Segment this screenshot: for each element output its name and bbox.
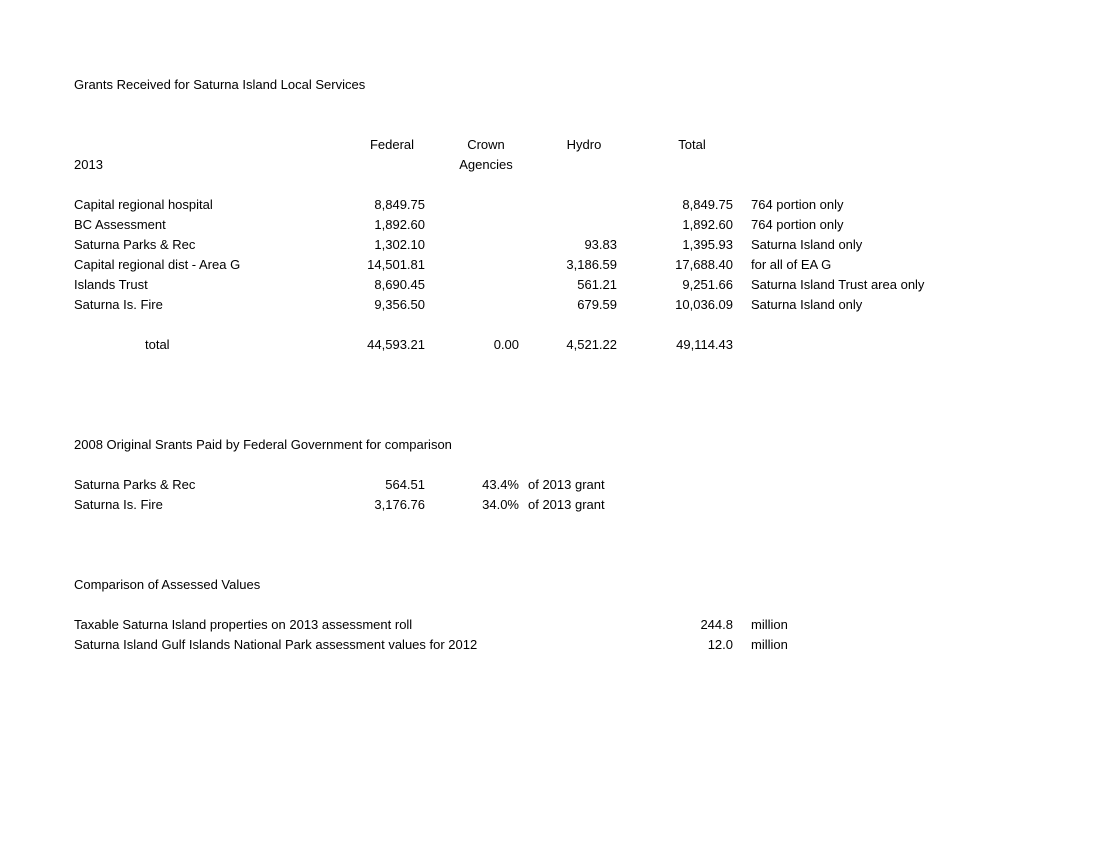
grant-row-federal: 8,849.75: [374, 197, 425, 212]
header-total: Total: [678, 137, 706, 152]
grant-row-total: 1,892.60: [682, 217, 733, 232]
grant-row-federal: 8,690.45: [374, 277, 425, 292]
totals-hydro: 4,521.22: [566, 337, 617, 352]
assessed-row-value: 12.0: [707, 637, 733, 652]
grants-title: Grants Received for Saturna Island Local Services: [74, 77, 366, 92]
grant-row-note: 764 portion only: [751, 217, 844, 232]
grant-row-label: BC Assessment: [74, 217, 166, 232]
comparison-row-note: of 2013 grant: [528, 477, 605, 492]
header-crown-line1: Crown: [467, 137, 505, 152]
grant-row-note: Saturna Island only: [751, 297, 863, 312]
grant-row-label: Capital regional hospital: [74, 197, 213, 212]
assessed-row-unit: million: [751, 617, 788, 632]
grant-row-label: Islands Trust: [74, 277, 148, 292]
comparison-2008-title: 2008 Original Srants Paid by Federal Government for comparison: [74, 437, 452, 452]
assessed-row-unit: million: [751, 637, 788, 652]
grants-year: 2013: [74, 157, 103, 172]
grant-row-hydro: 93.83: [584, 237, 617, 252]
grant-row-federal: 1,302.10: [374, 237, 425, 252]
grant-row-federal: 9,356.50: [374, 297, 425, 312]
totals-federal: 44,593.21: [367, 337, 425, 352]
header-hydro: Hydro: [566, 137, 602, 152]
comparison-row-label: Saturna Is. Fire: [74, 497, 163, 512]
assessed-row-label: Taxable Saturna Island properties on 2013 assessment roll: [74, 617, 413, 632]
grant-row-label: Saturna Is. Fire: [74, 297, 163, 312]
grant-row-total: 1,395.93: [682, 237, 733, 252]
totals-crown: 0.00: [493, 337, 519, 352]
grant-row-note: 764 portion only: [751, 197, 844, 212]
grant-row-total: 8,849.75: [682, 197, 733, 212]
totals-total: 49,114.43: [676, 337, 733, 352]
header-crown-line2: Agencies: [459, 157, 513, 172]
comparison-row-amount: 3,176.76: [374, 497, 425, 512]
grant-row-note: for all of EA G: [751, 257, 832, 272]
totals-label: total: [145, 337, 170, 352]
header-federal: Federal: [369, 137, 415, 152]
comparison-row-amount: 564.51: [385, 477, 425, 492]
grant-row-hydro: 3,186.59: [566, 257, 617, 272]
grant-row-hydro: 561.21: [577, 277, 617, 292]
assessed-row-label: Saturna Island Gulf Islands National Park assessment values for 2012: [74, 637, 478, 652]
grant-row-total: 17,688.40: [675, 257, 733, 272]
grant-row-note: Saturna Island Trust area only: [751, 277, 925, 292]
comparison-row-label: Saturna Parks & Rec: [74, 477, 196, 492]
assessed-title: Comparison of Assessed Values: [74, 577, 261, 592]
assessed-row-value: 244.8: [700, 617, 733, 632]
comparison-row-note: of 2013 grant: [528, 497, 605, 512]
grant-row-label: Capital regional dist - Area G: [74, 257, 241, 272]
comparison-row-percent: 43.4%: [482, 477, 519, 492]
grant-row-federal: 1,892.60: [374, 217, 425, 232]
grant-row-label: Saturna Parks & Rec: [74, 237, 196, 252]
grant-row-federal: 14,501.81: [367, 257, 425, 272]
grant-row-total: 10,036.09: [675, 297, 733, 312]
grant-row-note: Saturna Island only: [751, 237, 863, 252]
grant-row-hydro: 679.59: [577, 297, 617, 312]
grant-row-total: 9,251.66: [682, 277, 733, 292]
comparison-row-percent: 34.0%: [482, 497, 519, 512]
